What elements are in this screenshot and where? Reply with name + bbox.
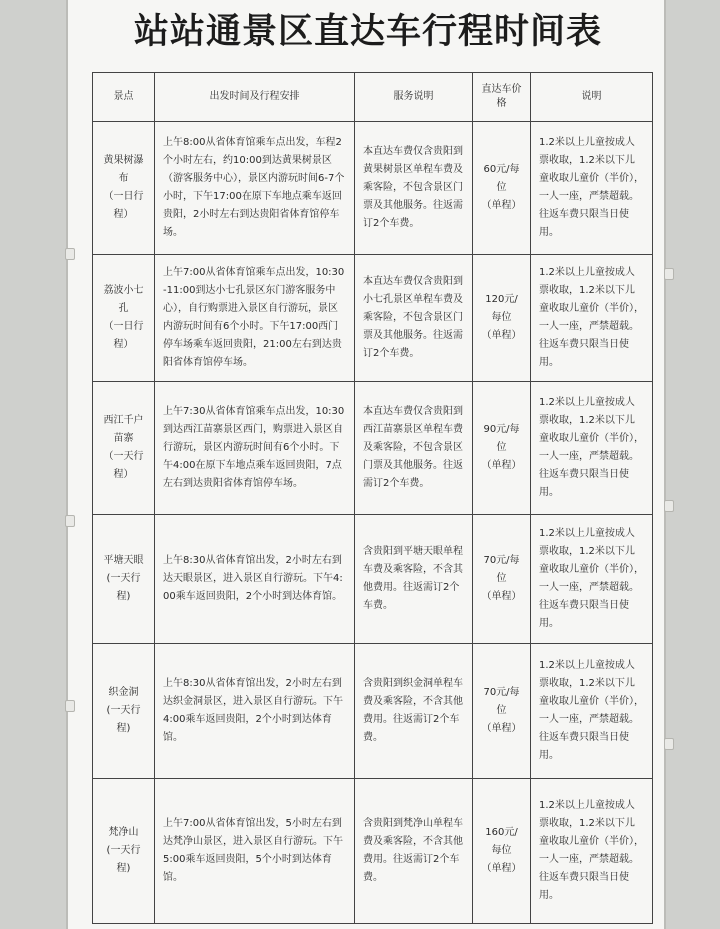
price-value: 70元/每位 xyxy=(483,687,520,716)
price-note: （单程） xyxy=(481,330,522,341)
price-value: 120元/每位 xyxy=(485,294,518,323)
spot-name: 西江千户苗寨 xyxy=(103,415,144,444)
service-cell: 本直达车费仅含贵阳到西江苗寨景区单程车费及乘客险，不包含景区门票及其他服务。往返需订2个车费。 xyxy=(355,382,473,515)
header-note: 说明 xyxy=(531,73,653,122)
spot-name: 平塘天眼 xyxy=(103,555,144,566)
price-value: 160元/每位 xyxy=(485,827,518,856)
service-cell: 含贵阳到织金洞单程车费及乘客险，不含其他费用。往返需订2个车费。 xyxy=(355,644,473,779)
note-cell: 1.2米以上儿童按成人票收取，1.2米以下儿童收取儿童价（半价），一人一座，严禁超载。往返车费只限当日使用。 xyxy=(531,382,653,515)
price-note: （单程） xyxy=(481,863,522,874)
price-cell xyxy=(473,122,531,255)
spot-cell xyxy=(93,779,155,924)
spot-duration: (一天行程) xyxy=(106,573,141,602)
note-cell: 1.2米以上儿童按成人票收取，1.2米以下儿童收取儿童价（半价），一人一座，严禁超载。往返车费只限当日使用。 xyxy=(531,644,653,779)
header-service: 服务说明 xyxy=(355,73,473,122)
spot-duration: （一日行程） xyxy=(103,321,144,350)
table-row xyxy=(93,515,653,644)
binder-clip xyxy=(664,268,674,280)
price-cell xyxy=(473,644,531,779)
table-header-row xyxy=(93,73,653,122)
note-cell: 1.2米以上儿童按成人票收取，1.2米以下儿童收取儿童价（半价），一人一座，严禁超载。往返车费只限当日使用。 xyxy=(531,779,653,924)
price-note: （单程） xyxy=(481,460,522,471)
binder-clip xyxy=(65,700,75,712)
schedule-board xyxy=(66,0,666,929)
table-row xyxy=(93,644,653,779)
schedule-table xyxy=(92,72,653,924)
table-row xyxy=(93,122,653,255)
spot-name: 荔波小七孔 xyxy=(103,285,144,314)
header-schedule: 出发时间及行程安排 xyxy=(155,73,355,122)
spot-duration: （一日行程） xyxy=(103,191,144,220)
price-cell xyxy=(473,779,531,924)
price-note: （单程） xyxy=(481,200,522,211)
page-title: 站站通景区直达车行程时间表 xyxy=(133,12,602,52)
spot-name: 梵净山 xyxy=(108,827,139,838)
spot-cell xyxy=(93,122,155,255)
header-spot: 景点 xyxy=(93,73,155,122)
table-row xyxy=(93,779,653,924)
note-cell: 1.2米以上儿童按成人票收取，1.2米以下儿童收取儿童价（半价），一人一座，严禁超载。往返车费只限当日使用。 xyxy=(531,515,653,644)
price-cell xyxy=(473,515,531,644)
service-cell: 含贵阳到平塘天眼单程车费及乘客险，不含其他费用。往返需订2个车费。 xyxy=(355,515,473,644)
schedule-cell: 上午7:00从省体育馆乘车点出发，10:30-11:00到达小七孔景区东门游客服务中心），自行购票进入景区自行游玩，景区内游玩时间有6个小时。下午17:00西门停车场乘车返回贵阳，21:00左右到达贵阳省体育馆停车场。 xyxy=(155,255,355,382)
spot-duration: (一天行程) xyxy=(106,845,141,874)
spot-cell xyxy=(93,515,155,644)
schedule-cell: 上午7:00从省体育馆出发，5小时左右到达梵净山景区，进入景区自行游玩。下午5:00乘车返回贵阳，5个小时到达体育馆。 xyxy=(155,779,355,924)
spot-duration: (一天行程) xyxy=(106,705,141,734)
spot-cell xyxy=(93,255,155,382)
price-value: 70元/每位 xyxy=(483,555,520,584)
binder-clip xyxy=(65,248,75,260)
table-row xyxy=(93,255,653,382)
spot-duration: （一天行程） xyxy=(103,451,144,480)
service-cell: 含贵阳到梵净山单程车费及乘客险，不含其他费用。往返需订2个车费。 xyxy=(355,779,473,924)
schedule-cell: 上午8:30从省体育馆出发，2小时左右到达天眼景区，进入景区自行游玩。下午4:00乘车返回贵阳，2个小时到达体育馆。 xyxy=(155,515,355,644)
note-cell: 1.2米以上儿童按成人票收取，1.2米以下儿童收取儿童价（半价），一人一座，严禁超载。往返车费只限当日使用。 xyxy=(531,122,653,255)
schedule-cell: 上午7:30从省体育馆乘车点出发，10:30到达西江苗寨景区西门，购票进入景区自行游玩，景区内游玩时间有6个小时。下午4:00在原下车地点乘车返回贵阳，7点左右到达贵阳省体育馆停车场。 xyxy=(155,382,355,515)
spot-name: 织金洞 xyxy=(108,687,139,698)
price-value: 60元/每位 xyxy=(483,164,520,193)
schedule-cell: 上午8:30从省体育馆出发，2小时左右到达织金洞景区，进入景区自行游玩。下午4:00乘车返回贵阳，2个小时到达体育馆。 xyxy=(155,644,355,779)
price-note: （单程） xyxy=(481,591,522,602)
header-price: 直达车价格 xyxy=(473,73,531,122)
note-cell: 1.2米以上儿童按成人票收取，1.2米以下儿童收取儿童价（半价），一人一座，严禁超载。往返车费只限当日使用。 xyxy=(531,255,653,382)
service-cell: 本直达车费仅含贵阳到黄果树景区单程车费及乘客险，不包含景区门票及其他服务。往返需订2个车费。 xyxy=(355,122,473,255)
price-cell xyxy=(473,255,531,382)
spot-name: 黄果树瀑布 xyxy=(103,155,144,184)
binder-clip xyxy=(664,738,674,750)
binder-clip xyxy=(65,515,75,527)
price-value: 90元/每位 xyxy=(483,424,520,453)
schedule-cell: 上午8:00从省体育馆乘车点出发，车程2个小时左右，约10:00到达黄果树景区（游客服务中心），景区内游玩时间6-7个小时，下午17:00在原下车地点乘车返回贵阳，2小时左右到达贵阳省体育馆停车场。 xyxy=(155,122,355,255)
table-row xyxy=(93,382,653,515)
price-note: （单程） xyxy=(481,723,522,734)
service-cell: 本直达车费仅含贵阳到小七孔景区单程车费及乘客险，不包含景区门票及其他服务。往返需订2个车费。 xyxy=(355,255,473,382)
spot-cell xyxy=(93,644,155,779)
price-cell xyxy=(473,382,531,515)
binder-clip xyxy=(664,500,674,512)
spot-cell xyxy=(93,382,155,515)
